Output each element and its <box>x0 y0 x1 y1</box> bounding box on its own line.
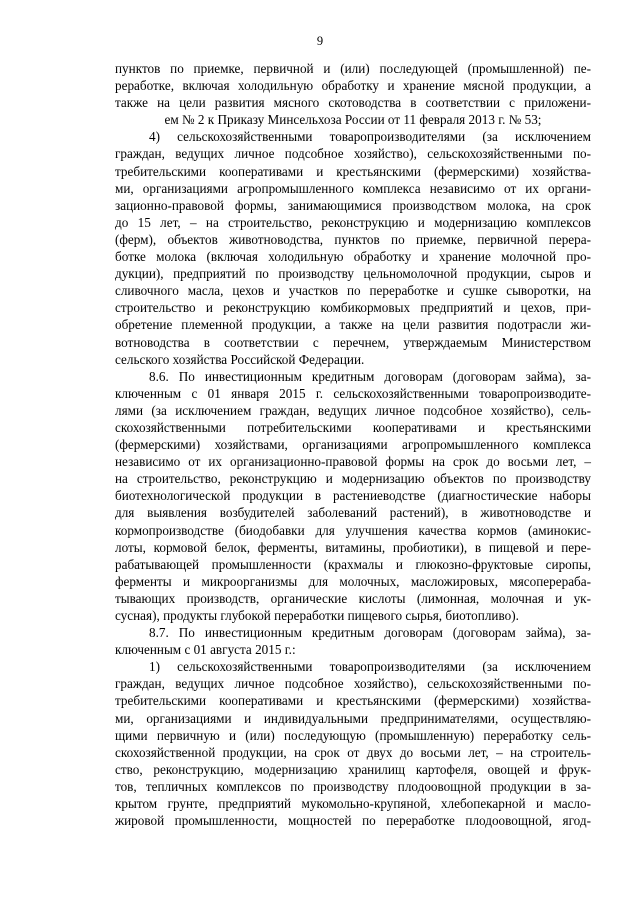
text-line: тывающих производств, органические кислоты (лимонная, молочная и ук- <box>115 590 591 606</box>
text-line: кормопроизводстве (биодобавки для улучшения качества кормов (аминокис- <box>115 522 591 538</box>
text-line: биотехнологической продукции в растениеводстве (диагностические наборы <box>115 488 591 504</box>
text-line: ем № 2 к Приказу Минсельхоза России от 11 февраля 2013 г. № 53; <box>164 112 542 128</box>
text-line: рабатывающей промышленности (крахмалы и глюкозно-фруктовые сиропы, <box>115 556 591 572</box>
text-line: (ферм), объектов животноводства, пунктов по приемке, первичной перера- <box>115 231 591 247</box>
text-line: дукции), предприятий по производству цельномолочной продукции, сыров и <box>115 266 591 282</box>
text-line: также на цели развития мясного скотоводства в соответствии с приложени- <box>115 95 591 111</box>
text-line: до 15 лет, – на строительство, реконструкцию и модернизацию комплексов <box>115 214 591 230</box>
text-line: для выявления возбудителей заболеваний растений), в животноводстве и <box>115 505 591 521</box>
text-line: зационно-правовой формы, занимающимися производством молока, на срок <box>115 197 591 213</box>
text-line: сусная), продукты глубокой переработки пищевого сырья, биотопливо). <box>115 608 519 623</box>
text-line: пунктов по приемке, первичной и (или) последующей (промышленной) пе- <box>115 61 591 76</box>
text-line: скохозяйственной продукции, на срок от двух до восьми лет, – на строитель- <box>115 744 591 760</box>
text-line: щими первичную и (или) последующую (промышленную) переработку сель- <box>115 727 591 743</box>
text-line: независимо от их организационно-правовой формы на срок до восьми лет, – <box>115 454 591 470</box>
text-line: сливочного масла, цехов и участков по переработке и сушке сыворотки, на <box>115 283 591 299</box>
text-line: ство, реконструкцию, модернизацию хранилищ картофеля, овощей и фрук- <box>115 761 591 777</box>
text-line: скохозяйственными потребительскими кооперативами и крестьянскими <box>115 419 591 435</box>
text-line: ми, организациями и индивидуальными предпринимателями, осуществляю- <box>115 710 591 726</box>
text-line: лями (за исключением граждан, ведущих личное подсобное хозяйство), сель- <box>115 402 591 418</box>
text-line: реработке, включая холодильную обработку и хранение мясной продукции, а <box>115 78 591 94</box>
text-line: 4) сельскохозяйственными товаропроизводителями (за исключением <box>149 129 591 145</box>
text-line: ми, организациями агропромышленного комплекса независимо от их органи- <box>115 180 591 196</box>
document-body <box>115 60 591 829</box>
text-line: требительскими кооперативами и крестьянскими (фермерскими) хозяйства- <box>115 693 591 709</box>
text-line: вотноводства в соответствии с перечнем, утверждаемым Министерством <box>115 334 591 350</box>
text-line: сельского хозяйства Российской Федерации. <box>115 351 365 367</box>
text-line: (фермерскими) хозяйствами, организациями агропромышленного комплекса <box>115 437 591 453</box>
text-line: строительство и реконструкцию комбикормовых предприятий и цехов, при- <box>115 300 591 316</box>
text-line: ключенным с 01 января 2015 г. сельскохозяйственными товаропроизводите- <box>115 385 591 401</box>
text-line: 8.6. По инвестиционным кредитным договорам (договорам займа), за- <box>149 368 591 384</box>
text-line: жировой промышленности, мощностей по переработке плодоовощной, ягод- <box>115 813 591 829</box>
text-line: обретение племенной продукции, а также на цели развития подотрасли жи- <box>115 317 591 333</box>
page-number: 9 <box>316 34 324 48</box>
text-line: лоты, кормовой белок, ферменты, витамины, пробиотики), в пищевой и пере- <box>115 539 591 555</box>
text-line: тов, тепличных комплексов по производству плодоовощной продукции в за- <box>115 778 591 794</box>
text-line: ботке молока (включая холодильную обработку и хранение молочной про- <box>115 249 591 265</box>
text-line: требительскими кооперативами и крестьянскими (фермерскими) хозяйства- <box>115 163 591 179</box>
text-line: ключенным с 01 августа 2015 г.: <box>115 642 296 658</box>
text-line: на строительство, реконструкцию и модернизацию объектов по производству <box>115 471 591 487</box>
text-line: ферменты и микроорганизмы для молочных, масложировых, мясоперераба- <box>115 573 591 589</box>
text-line: 1) сельскохозяйственными товаропроизводителями (за исключением <box>149 659 591 675</box>
text-line: граждан, ведущих личное подсобное хозяйство), сельскохозяйственными по- <box>115 146 591 162</box>
text-line: крытом грунте, предприятий мукомольно-крупяной, хлебопекарной и масло- <box>115 796 591 812</box>
text-line: 8.7. По инвестиционным кредитным договорам (договорам займа), за- <box>149 625 591 641</box>
text-line: граждан, ведущих личное подсобное хозяйство), сельскохозяйственными по- <box>115 676 591 692</box>
